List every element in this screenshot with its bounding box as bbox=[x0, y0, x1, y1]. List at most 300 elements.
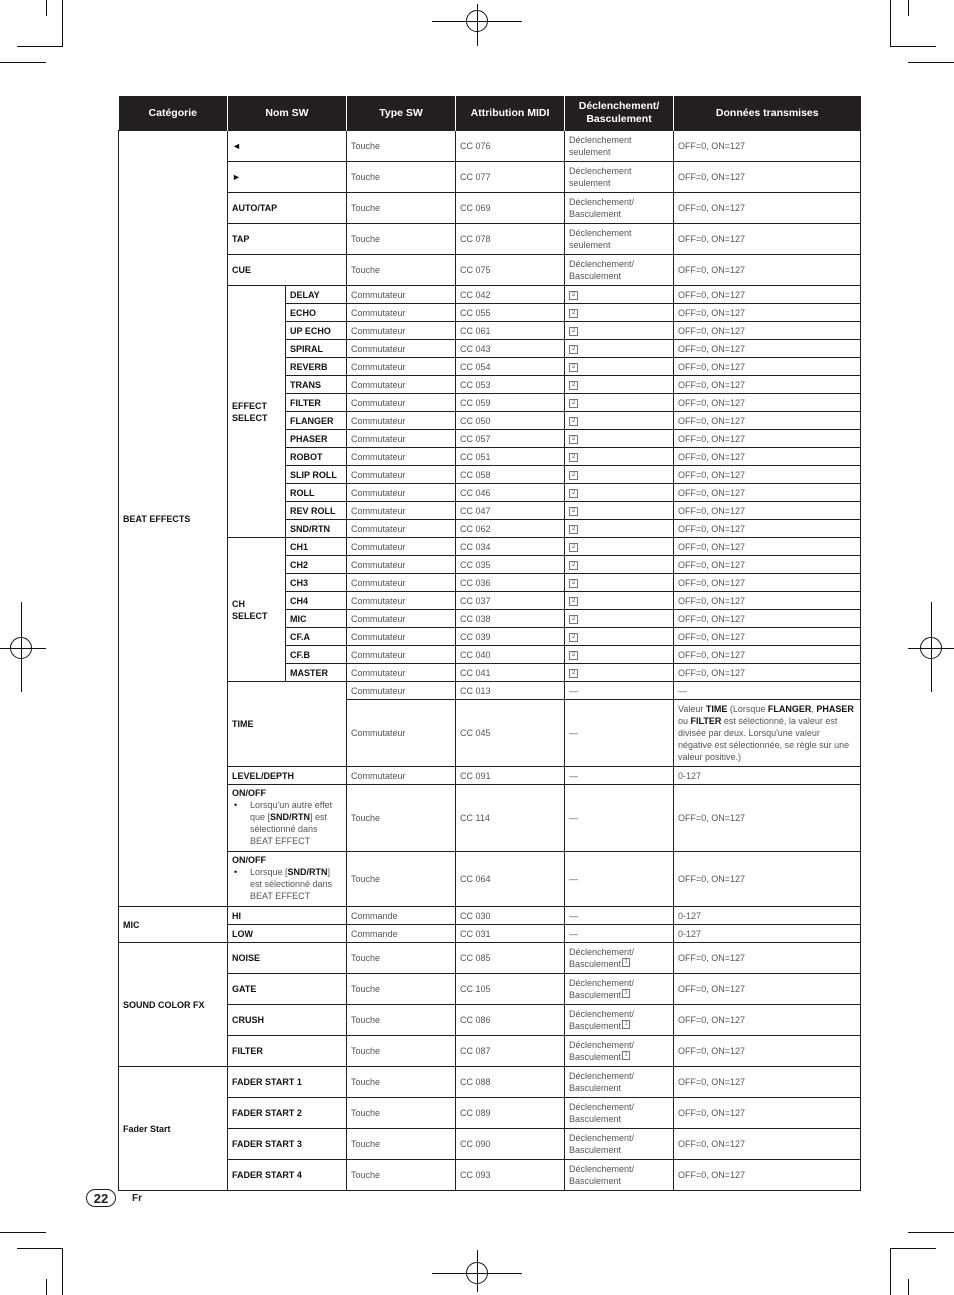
crop-mark bbox=[908, 1232, 954, 1233]
transmitted-data: OFF=0, ON=127 bbox=[674, 943, 861, 974]
sw-name: FADER START 4 bbox=[228, 1160, 347, 1191]
trigger-toggle: Déclenchement/ Basculement bbox=[565, 1129, 674, 1160]
data-text: est sélectionné, la valeur est divisée par deux. Lorsqu'une valeur négative est sélectionnée, se règle sur une valeur positive.) bbox=[678, 716, 850, 762]
trigger-toggle bbox=[565, 376, 674, 394]
midi-assign: CC 050 bbox=[456, 412, 565, 430]
transmitted-data: OFF=0, ON=127 bbox=[674, 286, 861, 304]
category-mic: MIC bbox=[119, 907, 228, 943]
transmitted-data: OFF=0, ON=127 bbox=[674, 1067, 861, 1098]
sw-name: ROBOT bbox=[286, 448, 347, 466]
sw-type: Commutateur bbox=[347, 592, 456, 610]
sw-type: Commutateur bbox=[347, 664, 456, 682]
crop-mark bbox=[17, 46, 63, 47]
condition-text: Lorsqu'un autre effet que [ bbox=[250, 800, 333, 822]
transmitted-data: OFF=0, ON=127 bbox=[674, 610, 861, 628]
footnote-marker: 2 bbox=[569, 399, 578, 408]
sw-type: Touche bbox=[347, 1005, 456, 1036]
trigger-toggle bbox=[565, 646, 674, 664]
sw-name: CF.A bbox=[286, 628, 347, 646]
footnote-marker: 2 bbox=[569, 507, 578, 516]
midi-assign: CC 055 bbox=[456, 304, 565, 322]
transmitted-data: OFF=0, ON=127 bbox=[674, 785, 861, 852]
header-type-sw: Type SW bbox=[347, 96, 456, 131]
table-row bbox=[119, 224, 861, 255]
footnote-marker: 2 bbox=[569, 417, 578, 426]
midi-assign: CC 031 bbox=[456, 925, 565, 943]
transmitted-data: OFF=0, ON=127 bbox=[674, 556, 861, 574]
transmitted-data: OFF=0, ON=127 bbox=[674, 412, 861, 430]
footnote-marker: 2 bbox=[569, 525, 578, 534]
data-text: Valeur bbox=[678, 704, 706, 714]
midi-assign: CC 053 bbox=[456, 376, 565, 394]
trigger-toggle: — bbox=[565, 852, 674, 907]
sw-type: Commande bbox=[347, 925, 456, 943]
header-nom-sw: Nom SW bbox=[228, 96, 347, 131]
sw-name: FADER START 1 bbox=[228, 1067, 347, 1098]
transmitted-data: OFF=0, ON=127 bbox=[674, 376, 861, 394]
transmitted-data: OFF=0, ON=127 bbox=[674, 255, 861, 286]
sw-type: Commande bbox=[347, 907, 456, 925]
onoff-condition bbox=[232, 866, 342, 902]
sw-type: Touche bbox=[347, 193, 456, 224]
midi-assign: CC 042 bbox=[456, 286, 565, 304]
page-number: 22 bbox=[86, 1189, 116, 1207]
sw-name: SLIP ROLL bbox=[286, 466, 347, 484]
table-row bbox=[119, 1160, 861, 1191]
midi-assign: CC 057 bbox=[456, 430, 565, 448]
table-row bbox=[119, 852, 861, 907]
trigger-toggle bbox=[565, 628, 674, 646]
transmitted-data: OFF=0, ON=127 bbox=[674, 974, 861, 1005]
trigger-toggle bbox=[565, 304, 674, 322]
transmitted-data: 0-127 bbox=[674, 767, 861, 785]
midi-assign: CC 105 bbox=[456, 974, 565, 1005]
midi-assign: CC 078 bbox=[456, 224, 565, 255]
header-declenchement: Déclenchement/ Basculement bbox=[565, 96, 674, 131]
sw-type: Touche bbox=[347, 255, 456, 286]
trigger-toggle: Déclenchement/ Basculement bbox=[565, 193, 674, 224]
table-row bbox=[119, 538, 861, 556]
language-code: Fr bbox=[132, 1193, 142, 1204]
trigger-toggle bbox=[565, 943, 674, 974]
data-text: PHASER bbox=[816, 704, 854, 714]
midi-assign: CC 043 bbox=[456, 340, 565, 358]
midi-assign: CC 045 bbox=[456, 700, 565, 767]
transmitted-data: OFF=0, ON=127 bbox=[674, 1160, 861, 1191]
sw-type: Touche bbox=[347, 852, 456, 907]
footnote-marker: 2 bbox=[569, 291, 578, 300]
midi-assign: CC 051 bbox=[456, 448, 565, 466]
footnote-marker: 2 bbox=[569, 345, 578, 354]
trigger-toggle: — bbox=[565, 700, 674, 767]
trigger-toggle: Déclenchement/ Basculement bbox=[565, 255, 674, 286]
footnote-marker: 2 bbox=[569, 597, 578, 606]
table-row bbox=[119, 925, 861, 943]
category-fader-start: Fader Start bbox=[119, 1067, 228, 1191]
midi-assign: CC 034 bbox=[456, 538, 565, 556]
crop-mark bbox=[890, 0, 891, 46]
crop-mark bbox=[908, 62, 954, 63]
sw-type: Commutateur bbox=[347, 448, 456, 466]
midi-assign: CC 087 bbox=[456, 1036, 565, 1067]
registration-circle bbox=[920, 637, 942, 659]
footnote-marker: 2 bbox=[569, 471, 578, 480]
sw-name-onoff bbox=[228, 785, 347, 852]
sw-type: Commutateur bbox=[347, 358, 456, 376]
sw-name: CUE bbox=[228, 255, 347, 286]
trigger-toggle bbox=[565, 466, 674, 484]
table-row bbox=[119, 943, 861, 974]
midi-assign: CC 077 bbox=[456, 162, 565, 193]
footnote-marker: 1 bbox=[622, 1020, 630, 1029]
transmitted-data: OFF=0, ON=127 bbox=[674, 448, 861, 466]
crop-mark bbox=[890, 1248, 936, 1249]
sw-name: FLANGER bbox=[286, 412, 347, 430]
sw-type: Commutateur bbox=[347, 430, 456, 448]
transmitted-data bbox=[674, 700, 861, 767]
trigger-toggle bbox=[565, 520, 674, 538]
sw-name: SND/RTN bbox=[286, 520, 347, 538]
data-text: FILTER bbox=[690, 716, 722, 726]
sw-name: FADER START 2 bbox=[228, 1098, 347, 1129]
trigger-toggle: Déclenchement/ Basculement bbox=[565, 1067, 674, 1098]
trigger-toggle: — bbox=[565, 785, 674, 852]
crop-mark bbox=[890, 1249, 891, 1295]
transmitted-data: 0-127 bbox=[674, 907, 861, 925]
transmitted-data: OFF=0, ON=127 bbox=[674, 430, 861, 448]
sw-name: LEVEL/DEPTH bbox=[228, 767, 347, 785]
transmitted-data: OFF=0, ON=127 bbox=[674, 520, 861, 538]
transmitted-data: OFF=0, ON=127 bbox=[674, 1098, 861, 1129]
sw-name: DELAY bbox=[286, 286, 347, 304]
sw-name: REVERB bbox=[286, 358, 347, 376]
trigger-text: Déclenchement/ Basculement bbox=[569, 947, 635, 969]
header-categorie: Catégorie bbox=[119, 96, 228, 131]
condition-text: SND/RTN bbox=[270, 812, 311, 822]
trigger-toggle bbox=[565, 322, 674, 340]
sw-type: Commutateur bbox=[347, 394, 456, 412]
data-text: (Lorsque bbox=[727, 704, 768, 714]
sw-type: Touche bbox=[347, 785, 456, 852]
trigger-toggle bbox=[565, 574, 674, 592]
data-text: ou bbox=[678, 716, 691, 726]
trigger-text: Déclenchement/ Basculement bbox=[569, 1040, 635, 1062]
table-row bbox=[119, 286, 861, 304]
sw-name: GATE bbox=[228, 974, 347, 1005]
transmitted-data: OFF=0, ON=127 bbox=[674, 1005, 861, 1036]
trigger-toggle bbox=[565, 1005, 674, 1036]
trigger-toggle: Déclenchement/ Basculement bbox=[565, 1160, 674, 1191]
transmitted-data: OFF=0, ON=127 bbox=[674, 664, 861, 682]
trigger-toggle bbox=[565, 556, 674, 574]
table-row bbox=[119, 767, 861, 785]
footnote-marker: 1 bbox=[622, 989, 630, 998]
transmitted-data: OFF=0, ON=127 bbox=[674, 466, 861, 484]
registration-circle bbox=[10, 637, 32, 659]
trigger-toggle bbox=[565, 412, 674, 430]
midi-assign: CC 036 bbox=[456, 574, 565, 592]
trigger-toggle bbox=[565, 484, 674, 502]
transmitted-data: OFF=0, ON=127 bbox=[674, 628, 861, 646]
sw-type: Commutateur bbox=[347, 304, 456, 322]
trigger-toggle: Déclenchement seulement bbox=[565, 224, 674, 255]
sw-type: Commutateur bbox=[347, 466, 456, 484]
transmitted-data: OFF=0, ON=127 bbox=[674, 538, 861, 556]
sw-type: Commutateur bbox=[347, 412, 456, 430]
crop-mark bbox=[908, 1279, 909, 1295]
sw-name: ◄ bbox=[228, 131, 347, 162]
trigger-toggle: — bbox=[565, 925, 674, 943]
midi-assign: CC 091 bbox=[456, 767, 565, 785]
table-row bbox=[119, 1129, 861, 1160]
midi-assign: CC 035 bbox=[456, 556, 565, 574]
midi-assign: CC 046 bbox=[456, 484, 565, 502]
table-row bbox=[119, 974, 861, 1005]
transmitted-data: OFF=0, ON=127 bbox=[674, 193, 861, 224]
sw-type: Commutateur bbox=[347, 646, 456, 664]
midi-assign: CC 089 bbox=[456, 1098, 565, 1129]
footnote-marker: 2 bbox=[569, 615, 578, 624]
sw-name-time: TIME bbox=[228, 682, 347, 767]
crop-mark bbox=[62, 0, 63, 46]
group-effect-select: EFFECT SELECT bbox=[228, 286, 286, 538]
sw-name: CH3 bbox=[286, 574, 347, 592]
sw-name: MASTER bbox=[286, 664, 347, 682]
registration-circle bbox=[466, 1262, 488, 1284]
crop-mark bbox=[46, 1279, 47, 1295]
sw-type: Commutateur bbox=[347, 484, 456, 502]
crop-mark bbox=[62, 1249, 63, 1295]
sw-type: Touche bbox=[347, 1098, 456, 1129]
footnote-marker: 2 bbox=[569, 543, 578, 552]
crop-mark bbox=[0, 62, 46, 63]
midi-assign: CC 075 bbox=[456, 255, 565, 286]
trigger-toggle bbox=[565, 1036, 674, 1067]
footnote-marker: 2 bbox=[569, 327, 578, 336]
midi-assign: CC 093 bbox=[456, 1160, 565, 1191]
footnote-marker: 1 bbox=[622, 958, 630, 967]
footnote-marker: 2 bbox=[569, 669, 578, 678]
midi-assign: CC 059 bbox=[456, 394, 565, 412]
sw-type: Commutateur bbox=[347, 322, 456, 340]
footnote-marker: 2 bbox=[569, 579, 578, 588]
midi-assign: CC 030 bbox=[456, 907, 565, 925]
trigger-toggle bbox=[565, 664, 674, 682]
sw-name: CRUSH bbox=[228, 1005, 347, 1036]
midi-assign: CC 038 bbox=[456, 610, 565, 628]
trigger-toggle bbox=[565, 358, 674, 376]
sw-type: Touche bbox=[347, 1067, 456, 1098]
sw-name: FILTER bbox=[228, 1036, 347, 1067]
trigger-toggle: — bbox=[565, 767, 674, 785]
crop-mark bbox=[17, 1248, 63, 1249]
trigger-toggle: Déclenchement/ Basculement bbox=[565, 1098, 674, 1129]
sw-type: Touche bbox=[347, 224, 456, 255]
sw-type: Commutateur bbox=[347, 682, 456, 700]
table-row bbox=[119, 162, 861, 193]
trigger-toggle bbox=[565, 340, 674, 358]
transmitted-data: OFF=0, ON=127 bbox=[674, 340, 861, 358]
condition-text: SND/RTN bbox=[287, 867, 328, 877]
footnote-marker: 2 bbox=[569, 381, 578, 390]
trigger-toggle bbox=[565, 974, 674, 1005]
condition-text: ] est sélectionné dans BEAT EFFECT bbox=[250, 867, 333, 901]
midi-assign: CC 088 bbox=[456, 1067, 565, 1098]
sw-name: UP ECHO bbox=[286, 322, 347, 340]
table-row bbox=[119, 682, 861, 700]
sw-type: Commutateur bbox=[347, 520, 456, 538]
sw-type: Commutateur bbox=[347, 628, 456, 646]
trigger-text: Déclenchement/ Basculement bbox=[569, 1009, 635, 1031]
midi-assign: CC 041 bbox=[456, 664, 565, 682]
trigger-toggle bbox=[565, 610, 674, 628]
table-row bbox=[119, 1005, 861, 1036]
sw-name: CH4 bbox=[286, 592, 347, 610]
midi-assign: CC 064 bbox=[456, 852, 565, 907]
transmitted-data: OFF=0, ON=127 bbox=[674, 162, 861, 193]
onoff-title: ON/OFF bbox=[232, 855, 266, 865]
sw-type: Commutateur bbox=[347, 286, 456, 304]
sw-type: Commutateur bbox=[347, 376, 456, 394]
sw-name: NOISE bbox=[228, 943, 347, 974]
trigger-toggle: — bbox=[565, 907, 674, 925]
trigger-toggle bbox=[565, 394, 674, 412]
sw-name: SPIRAL bbox=[286, 340, 347, 358]
transmitted-data: OFF=0, ON=127 bbox=[674, 592, 861, 610]
midi-assign: CC 040 bbox=[456, 646, 565, 664]
midi-assign: CC 058 bbox=[456, 466, 565, 484]
trigger-toggle bbox=[565, 538, 674, 556]
sw-type: Commutateur bbox=[347, 502, 456, 520]
midi-assign: CC 062 bbox=[456, 520, 565, 538]
sw-type: Touche bbox=[347, 974, 456, 1005]
crop-mark bbox=[890, 46, 936, 47]
sw-type: Commutateur bbox=[347, 538, 456, 556]
footnote-marker: 2 bbox=[569, 489, 578, 498]
category-sound-color-fx: SOUND COLOR FX bbox=[119, 943, 228, 1067]
sw-name: CF.B bbox=[286, 646, 347, 664]
midi-assign: CC 054 bbox=[456, 358, 565, 376]
trigger-toggle bbox=[565, 430, 674, 448]
transmitted-data: OFF=0, ON=127 bbox=[674, 358, 861, 376]
sw-type: Touche bbox=[347, 943, 456, 974]
sw-type: Touche bbox=[347, 162, 456, 193]
table-row bbox=[119, 131, 861, 162]
trigger-text: Déclenchement/ Basculement bbox=[569, 978, 635, 1000]
transmitted-data: OFF=0, ON=127 bbox=[674, 574, 861, 592]
sw-type: Commutateur bbox=[347, 767, 456, 785]
sw-type: Commutateur bbox=[347, 340, 456, 358]
sw-name: FILTER bbox=[286, 394, 347, 412]
sw-name: HI bbox=[228, 907, 347, 925]
footnote-marker: 2 bbox=[569, 435, 578, 444]
transmitted-data: 0-127 bbox=[674, 925, 861, 943]
sw-type: Commutateur bbox=[347, 610, 456, 628]
sw-name-onoff bbox=[228, 852, 347, 907]
trigger-toggle bbox=[565, 448, 674, 466]
midi-assign: CC 039 bbox=[456, 628, 565, 646]
midi-assign: CC 013 bbox=[456, 682, 565, 700]
header-attribution-midi: Attribution MIDI bbox=[456, 96, 565, 131]
footnote-marker: 2 bbox=[569, 561, 578, 570]
trigger-toggle bbox=[565, 592, 674, 610]
transmitted-data: OFF=0, ON=127 bbox=[674, 1036, 861, 1067]
table-row bbox=[119, 1098, 861, 1129]
data-text: FLANGER bbox=[767, 704, 812, 714]
table-row bbox=[119, 785, 861, 852]
transmitted-data: OFF=0, ON=127 bbox=[674, 131, 861, 162]
table-row bbox=[119, 907, 861, 925]
midi-assign: CC 090 bbox=[456, 1129, 565, 1160]
sw-name: TRANS bbox=[286, 376, 347, 394]
transmitted-data: OFF=0, ON=127 bbox=[674, 322, 861, 340]
midi-assign: CC 085 bbox=[456, 943, 565, 974]
midi-assign: CC 069 bbox=[456, 193, 565, 224]
trigger-toggle bbox=[565, 502, 674, 520]
sw-type: Touche bbox=[347, 1160, 456, 1191]
sw-type: Commutateur bbox=[347, 556, 456, 574]
midi-assign: CC 114 bbox=[456, 785, 565, 852]
transmitted-data: OFF=0, ON=127 bbox=[674, 304, 861, 322]
table-row bbox=[119, 193, 861, 224]
sw-type: Commutateur bbox=[347, 574, 456, 592]
transmitted-data: — bbox=[674, 682, 861, 700]
sw-name: CH1 bbox=[286, 538, 347, 556]
transmitted-data: OFF=0, ON=127 bbox=[674, 852, 861, 907]
table-row bbox=[119, 255, 861, 286]
table-row bbox=[119, 1067, 861, 1098]
footnote-marker: 2 bbox=[569, 633, 578, 642]
footnote-marker: 2 bbox=[569, 651, 578, 660]
condition-text: ] est sélectionné dans BEAT EFFECT bbox=[250, 812, 328, 846]
sw-type: Touche bbox=[347, 1129, 456, 1160]
sw-name: TAP bbox=[228, 224, 347, 255]
transmitted-data: OFF=0, ON=127 bbox=[674, 484, 861, 502]
transmitted-data: OFF=0, ON=127 bbox=[674, 394, 861, 412]
midi-assign: CC 086 bbox=[456, 1005, 565, 1036]
registration-circle bbox=[466, 10, 488, 32]
trigger-toggle: Déclenchement seulement bbox=[565, 131, 674, 162]
header-donnees-transmises: Données transmises bbox=[674, 96, 861, 131]
sw-name: AUTO/TAP bbox=[228, 193, 347, 224]
sw-name: REV ROLL bbox=[286, 502, 347, 520]
sw-type: Touche bbox=[347, 1036, 456, 1067]
transmitted-data: OFF=0, ON=127 bbox=[674, 1129, 861, 1160]
sw-name: ECHO bbox=[286, 304, 347, 322]
midi-assign: CC 047 bbox=[456, 502, 565, 520]
onoff-title: ON/OFF bbox=[232, 788, 266, 798]
condition-text: Lorsque [ bbox=[250, 867, 288, 877]
trigger-toggle bbox=[565, 286, 674, 304]
group-ch-select: CH SELECT bbox=[228, 538, 286, 682]
data-text: TIME bbox=[705, 704, 728, 714]
footnote-marker: 2 bbox=[569, 309, 578, 318]
transmitted-data: OFF=0, ON=127 bbox=[674, 224, 861, 255]
sw-type: Touche bbox=[347, 131, 456, 162]
footnote-marker: 2 bbox=[569, 363, 578, 372]
midi-message-table bbox=[118, 96, 861, 1191]
sw-name: PHASER bbox=[286, 430, 347, 448]
trigger-toggle: — bbox=[565, 682, 674, 700]
sw-name: MIC bbox=[286, 610, 347, 628]
category-beat-effects: BEAT EFFECTS bbox=[119, 131, 228, 907]
sw-name: ROLL bbox=[286, 484, 347, 502]
footnote-marker: 2 bbox=[569, 453, 578, 462]
data-text: , bbox=[811, 704, 817, 714]
sw-type: Commutateur bbox=[347, 700, 456, 767]
sw-name: CH2 bbox=[286, 556, 347, 574]
transmitted-data: OFF=0, ON=127 bbox=[674, 646, 861, 664]
